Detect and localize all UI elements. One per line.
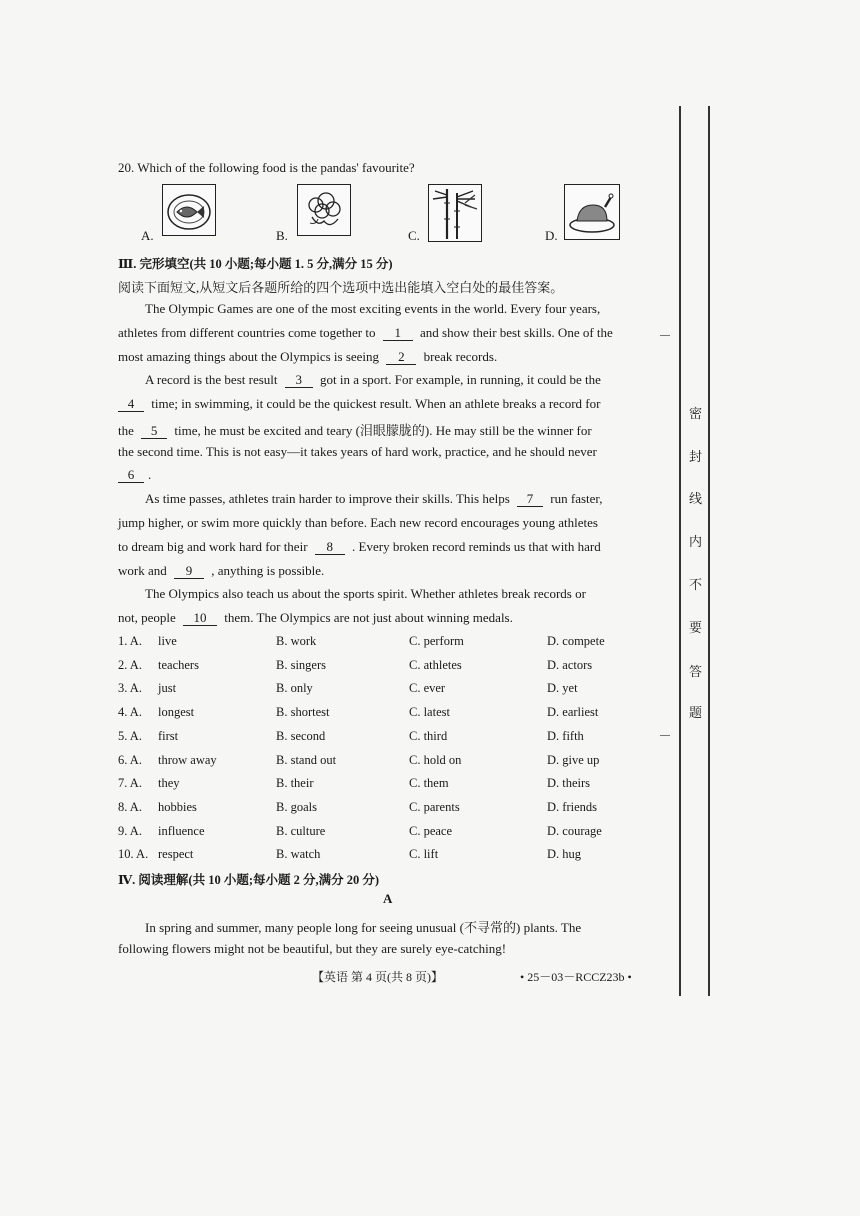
option-number: 3. A. (118, 681, 142, 696)
blank-8: 8 (315, 540, 345, 555)
blank-3: 3 (285, 373, 313, 388)
blank-5: 5 (141, 424, 167, 439)
option-row (118, 847, 678, 865)
option-a-label: A. (141, 228, 154, 243)
passage-line-8 (118, 467, 151, 483)
option-number: 5. A. (118, 728, 142, 743)
passage-text: athletes from different countries come together to (118, 325, 376, 340)
option-d: D. give up (547, 752, 600, 767)
passage-text: the (118, 423, 134, 438)
option-row (118, 658, 678, 676)
option-b: B. work (276, 634, 317, 648)
option-d: D. yet (547, 681, 578, 696)
passage-text: them. The Olympics are not just about winning medals. (224, 610, 513, 625)
option-a: live (158, 634, 177, 648)
option-number: 2. A. (118, 657, 142, 672)
bamboo-icon (428, 184, 482, 242)
option-row (118, 824, 678, 842)
passage-text: most amazing things about the Olympics is seeing (118, 349, 380, 364)
option-row (118, 776, 678, 794)
passage-text: A record is the best result (145, 372, 278, 387)
passage-text: time, he must be excited and teary (泪眼朦胧的). He may still be the winner for (174, 423, 592, 438)
passage-line-4 (145, 372, 601, 388)
option-c: C. third (409, 728, 448, 743)
option-row (118, 681, 678, 699)
footer-page-info: 【英语 第 4 页(共 8 页)】 (312, 970, 443, 984)
passage-line-6 (118, 420, 592, 439)
passage-text: break records. (423, 349, 498, 364)
option-d-label: D. (545, 228, 558, 243)
passage-line-10: jump higher, or swim more quickly than before. Each new record encourages young athletes (118, 515, 598, 530)
option-d: D. fifth (547, 728, 584, 743)
blank-10: 10 (183, 611, 217, 626)
option-d: D. friends (547, 799, 597, 814)
option-b: B. second (276, 728, 326, 743)
option-b: B. goals (276, 799, 317, 814)
option-c: C. peace (409, 823, 453, 838)
question-20-text: 20. Which of the following food is the pandas' favourite? (118, 160, 415, 175)
option-d: D. actors (547, 657, 593, 672)
footer-code: • 25－03－RCCZ23b • (520, 970, 632, 984)
part-a-title: A (383, 891, 393, 906)
option-b: B. shortest (276, 705, 330, 720)
passage-text: As time passes, athletes train harder to improve their skills. This helps (145, 491, 510, 506)
option-a: respect (158, 847, 194, 862)
option-a: first (158, 728, 179, 743)
binding-margin-char: 封 (689, 449, 703, 464)
option-a: teachers (158, 657, 199, 672)
binding-line-left (679, 106, 681, 996)
option-d: D. hug (547, 847, 582, 862)
option-d: D. earliest (547, 705, 599, 720)
fish-on-plate-icon (162, 184, 216, 236)
blank-9: 9 (174, 564, 204, 579)
option-b: B. stand out (276, 752, 337, 767)
passage-line-11 (118, 539, 601, 555)
option-number: 4. A. (118, 705, 142, 720)
option-row (118, 753, 678, 771)
option-row (118, 634, 678, 652)
binding-margin-char: 不 (689, 577, 703, 592)
passage-line-12 (118, 563, 324, 579)
passage-line-7: the second time. This is not easy—it takes years of hard work, practice, and he should never (118, 444, 597, 459)
option-b: B. singers (276, 657, 326, 672)
passage-text: . (148, 467, 152, 482)
binding-margin-char: 内 (689, 534, 703, 549)
passage-text: to dream big and work hard for their (118, 539, 308, 554)
option-c: C. latest (409, 705, 450, 720)
option-b: B. only (276, 681, 313, 696)
passage-line-13: The Olympics also teach us about the sports spirit. Whether athletes break records or (145, 586, 586, 601)
option-c: C. ever (409, 681, 446, 696)
cauliflower-icon (297, 184, 351, 236)
blank-2: 2 (386, 350, 416, 365)
passage-text: got in a sport. For example, in running, it could be the (320, 372, 601, 387)
option-c: C. hold on (409, 752, 462, 767)
passage-line-5 (118, 396, 600, 412)
passage-text: run faster, (550, 491, 603, 506)
section-4-heading: Ⅳ. 阅读理解(共 10 小题;每小题 2 分,满分 20 分) (118, 873, 380, 887)
option-c: C. athletes (409, 657, 462, 672)
binding-margin-char: 密 (689, 406, 703, 421)
passage-text: time; in swimming, it could be the quickest result. When an athlete breaks a record for (151, 396, 601, 411)
passage-line-1: The Olympic Games are one of the most exciting events in the world. Every four years, (145, 301, 601, 316)
option-a: longest (158, 705, 195, 720)
passage-text: . Every broken record reminds us that with hard (352, 539, 601, 554)
option-b: B. watch (276, 847, 321, 862)
blank-1: 1 (383, 326, 413, 341)
option-row (118, 800, 678, 818)
option-b: B. culture (276, 823, 326, 838)
reading-line-2: following flowers might not be beautiful, but they are surely eye-catching! (118, 941, 507, 956)
blank-6: 6 (118, 468, 144, 483)
option-row (118, 729, 678, 747)
option-b-label: B. (276, 228, 288, 243)
option-a: throw away (158, 752, 217, 767)
option-c: C. lift (409, 847, 439, 862)
option-c: C. parents (409, 799, 460, 814)
option-row (118, 705, 678, 723)
margin-tick (660, 735, 670, 736)
option-a: they (158, 776, 180, 791)
passage-line-3 (118, 349, 497, 365)
option-a: hobbies (158, 799, 197, 814)
passage-line-2 (118, 325, 613, 341)
passage-text: work and (118, 563, 167, 578)
reading-line-1: In spring and summer, many people long for seeing unusual (不寻常的) plants. The (145, 920, 582, 935)
blank-7: 7 (517, 492, 543, 507)
option-c: C. them (409, 776, 449, 791)
option-c-label: C. (408, 228, 420, 243)
option-number: 8. A. (118, 799, 142, 814)
passage-text: not, people (118, 610, 176, 625)
option-number: 9. A. (118, 823, 142, 838)
blank-4: 4 (118, 397, 144, 412)
option-c: C. perform (409, 634, 464, 648)
option-d: D. theirs (547, 776, 591, 791)
binding-line-right (708, 106, 710, 996)
passage-line-14 (118, 610, 513, 626)
binding-margin-char: 线 (689, 491, 703, 506)
option-a: just (158, 681, 177, 696)
passage-text: and show their best skills. One of the (420, 325, 613, 340)
roast-chicken-icon (564, 184, 620, 240)
option-d: D. courage (547, 823, 602, 838)
binding-margin-char: 要 (689, 620, 703, 635)
option-number: 10. A. (118, 847, 149, 862)
margin-tick (660, 335, 670, 336)
binding-margin-char: 题 (689, 705, 703, 720)
passage-text: , anything is possible. (211, 563, 325, 578)
option-number: 1. A. (118, 634, 142, 648)
passage-line-9 (145, 491, 602, 507)
section-3-heading: Ⅲ. 完形填空(共 10 小题;每小题 1. 5 分,满分 15 分) (118, 257, 393, 271)
option-number: 6. A. (118, 752, 142, 767)
option-a: influence (158, 823, 205, 838)
section-3-instruction: 阅读下面短文,从短文后各题所给的四个选项中选出能填入空白处的最佳答案。 (118, 280, 564, 295)
option-d: D. compete (547, 634, 605, 648)
option-number: 7. A. (118, 776, 142, 791)
option-b: B. their (276, 776, 314, 791)
binding-margin-char: 答 (689, 664, 703, 679)
